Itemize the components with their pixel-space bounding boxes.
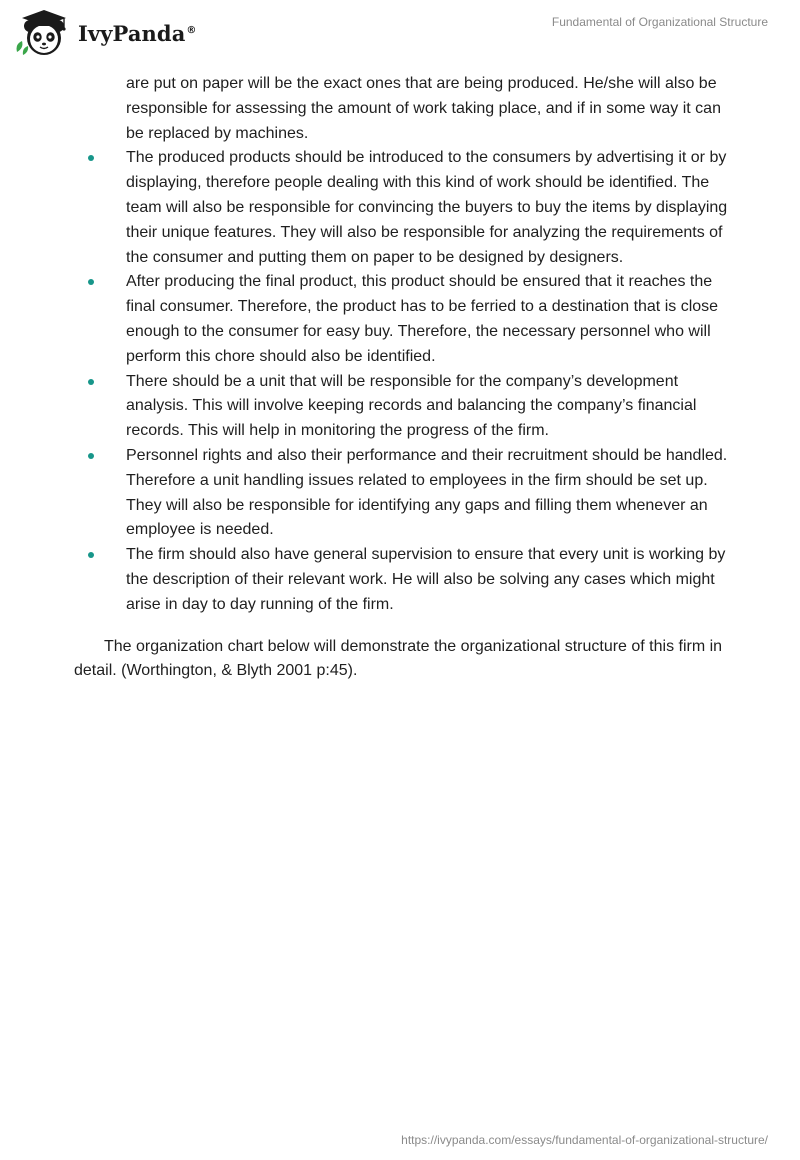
list-item	[74, 543, 730, 617]
list-item	[74, 146, 730, 270]
registered-mark: ®	[186, 24, 197, 36]
brand-name: IvyPanda®	[78, 20, 197, 46]
bullet-list	[74, 146, 730, 617]
list-item-text: There should be a unit that will be responsible for the company’s development analysis. This will involve keeping records and balancing the company’s financial records. This will help in monitoring the progress of the firm.	[126, 372, 697, 440]
page-header	[0, 0, 800, 64]
list-item-text: After producing the final product, this product should be ensured that it reaches the final consumer. Therefore, the product has to be ferried to a destination that is close enough to the consumer for easy buy. Therefore, the necessary personnel who will perform this chore should also be identified.	[126, 273, 719, 365]
list-item	[74, 444, 730, 543]
source-url-link[interactable]: https://ivypanda.com/essays/fundamental-of-organizational-structure/	[401, 1133, 768, 1147]
bullet-dot-icon	[88, 552, 94, 558]
bullet-dot-icon	[88, 155, 94, 161]
continued-bullet-text: are put on paper will be the exact ones that are being produced. He/she will also be responsible for assessing the amount of work taking place, and if in some way it can be replaced by machines.	[126, 75, 721, 142]
document-body	[74, 72, 730, 684]
ivypanda-logo[interactable]	[14, 8, 197, 58]
bullet-dot-icon	[88, 453, 94, 459]
list-item-text: The produced products should be introduced to the consumers by advertising it or by displaying, therefore people dealing with this kind of work should be identified. The team will also be responsible for convincing the buyers to buy the items by displaying their unique features. They will also be responsible for analyzing the requirements of the consumer and putting them on paper to be designed by designers.	[126, 149, 728, 266]
list-item	[74, 270, 730, 369]
list-item-text: Personnel rights and also their performance and their recruitment should be handled. Therefore a unit handling issues related to employees in the firm should be set up. They will also be responsible for identifying any gaps and filling them whenever an employee is needed.	[126, 446, 728, 539]
closing-paragraph: The organization chart below will demonstrate the organizational structure of this firm in detail. (Worthington, & Blyth 2001 p:45).	[74, 637, 723, 680]
list-item	[74, 370, 730, 444]
document-title: Fundamental of Organizational Structure	[551, 15, 768, 29]
list-item-text: The firm should also have general supervision to ensure that every unit is working by the description of their relevant work. He will also be solving any cases which might arise in day to day running of the firm.	[126, 546, 726, 613]
panda-logo-icon	[14, 8, 72, 58]
bullet-dot-icon	[88, 379, 94, 385]
bullet-dot-icon	[88, 279, 94, 285]
